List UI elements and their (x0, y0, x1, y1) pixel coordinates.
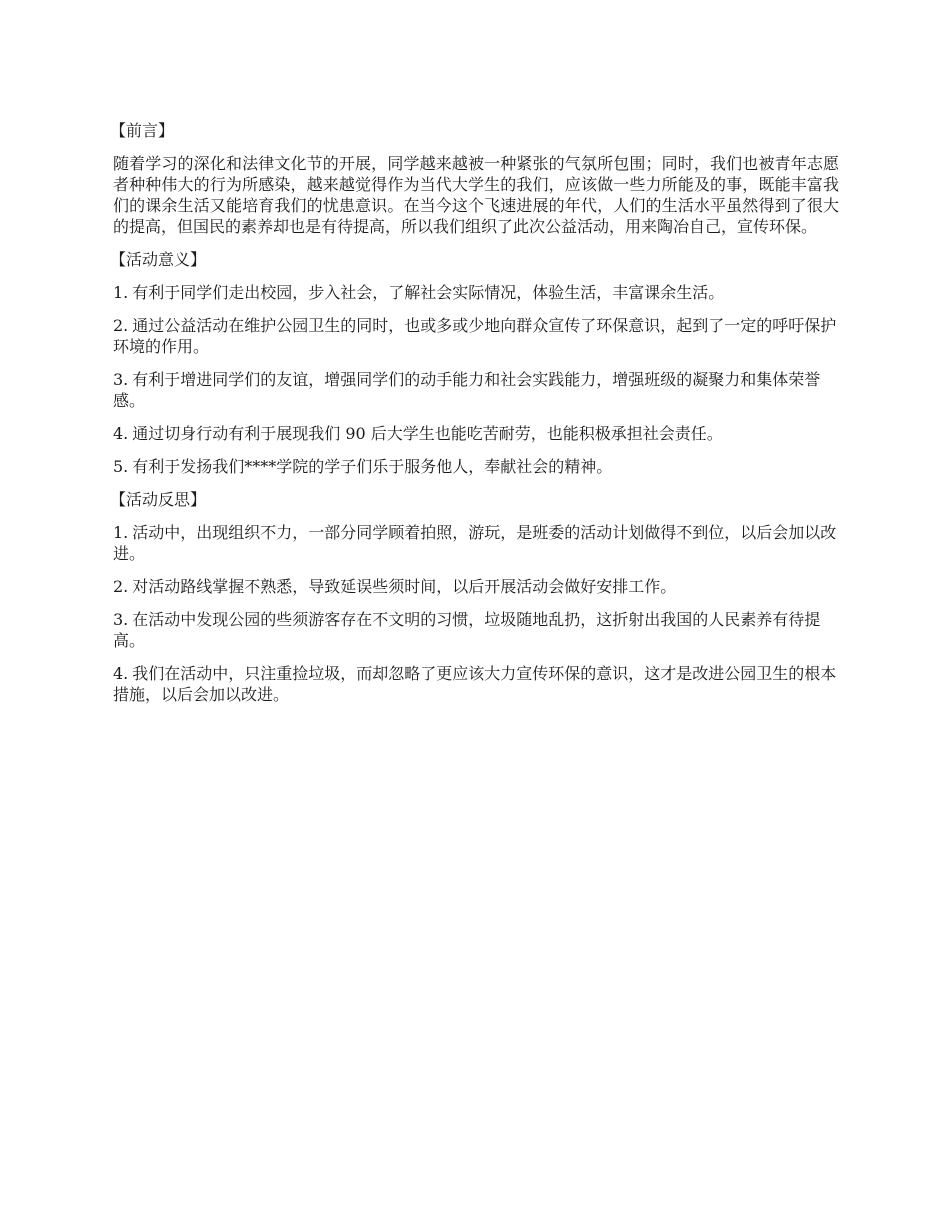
item-number: 1. (113, 283, 129, 302)
list-item (113, 522, 839, 564)
list-item (113, 423, 839, 444)
item-text: 有利于同学们走出校园，步入社会，了解社会实际情况，体验生活，丰富课余生活。 (132, 283, 725, 302)
item-text: 在活动中发现公园的些须游客存在不文明的习惯，垃圾随地乱扔，这折射出我国的人民素养有待提高。 (113, 610, 821, 650)
list-item (113, 456, 839, 477)
item-number: 4. (113, 424, 129, 443)
section-preface (110, 120, 839, 237)
item-number: 3. (113, 610, 129, 629)
item-text: 有利于增进同学们的友谊，增强同学们的动手能力和社会实践能力，增强班级的凝聚力和集体荣誉感。 (113, 370, 821, 410)
item-text: 我们在活动中，只注重捡垃圾，而却忽略了更应该大力宣传环保的意识，这才是改进公园卫生的根本措施，以后会加以改进。 (113, 664, 837, 704)
item-number: 3. (113, 370, 129, 389)
item-number: 2. (113, 577, 129, 596)
item-number: 1. (113, 523, 129, 542)
list-item (113, 609, 839, 651)
paragraph: 随着学习的深化和法律文化节的开展，同学越来越被一种紧张的气氛所包围；同时，我们也被青年志愿者种种伟大的行为所感染，越来越觉得作为当代大学生的我们，应该做一些力所能及的事，既能丰富我们的课余生活又能培育我们的忧患意识。在当今这个飞速进展的年代，人们的生活水平虽然得到了很大的提高，但国民的素养却也是有待提高，所以我们组织了此次公益活动，用来陶冶自己，宣传环保。 (113, 154, 839, 236)
list-item (113, 369, 839, 411)
section-heading: 【活动反思】 (110, 490, 207, 509)
list-item (113, 576, 839, 597)
list-item (113, 315, 839, 357)
item-text: 活动中，出现组织不力，一部分同学顾着拍照，游玩，是班委的活动计划做得不到位，以后会加以改进。 (113, 523, 837, 563)
item-text: 通过公益活动在维护公园卫生的同时，也或多或少地向群众宣传了环保意识，起到了一定的呼吁保护环境的作用。 (113, 316, 837, 356)
section-heading: 【活动意义】 (110, 250, 207, 269)
item-text: 对活动路线掌握不熟悉，导致延误些须时间，以后开展活动会做好安排工作。 (132, 577, 677, 596)
section-reflection (110, 489, 839, 705)
section-significance (110, 249, 839, 477)
item-text: 通过切身行动有利于展现我们 90 后大学生也能吃苦耐劳，也能积极承担社会责任。 (132, 424, 723, 443)
list-item (113, 282, 839, 303)
list-item (113, 663, 839, 705)
section-heading: 【前言】 (110, 121, 175, 140)
item-text: 有利于发扬我们****学院的学子们乐于服务他人，奉献社会的精神。 (132, 457, 613, 476)
item-number: 4. (113, 664, 129, 683)
item-number: 5. (113, 457, 129, 476)
document-page (110, 120, 839, 717)
item-number: 2. (113, 316, 129, 335)
